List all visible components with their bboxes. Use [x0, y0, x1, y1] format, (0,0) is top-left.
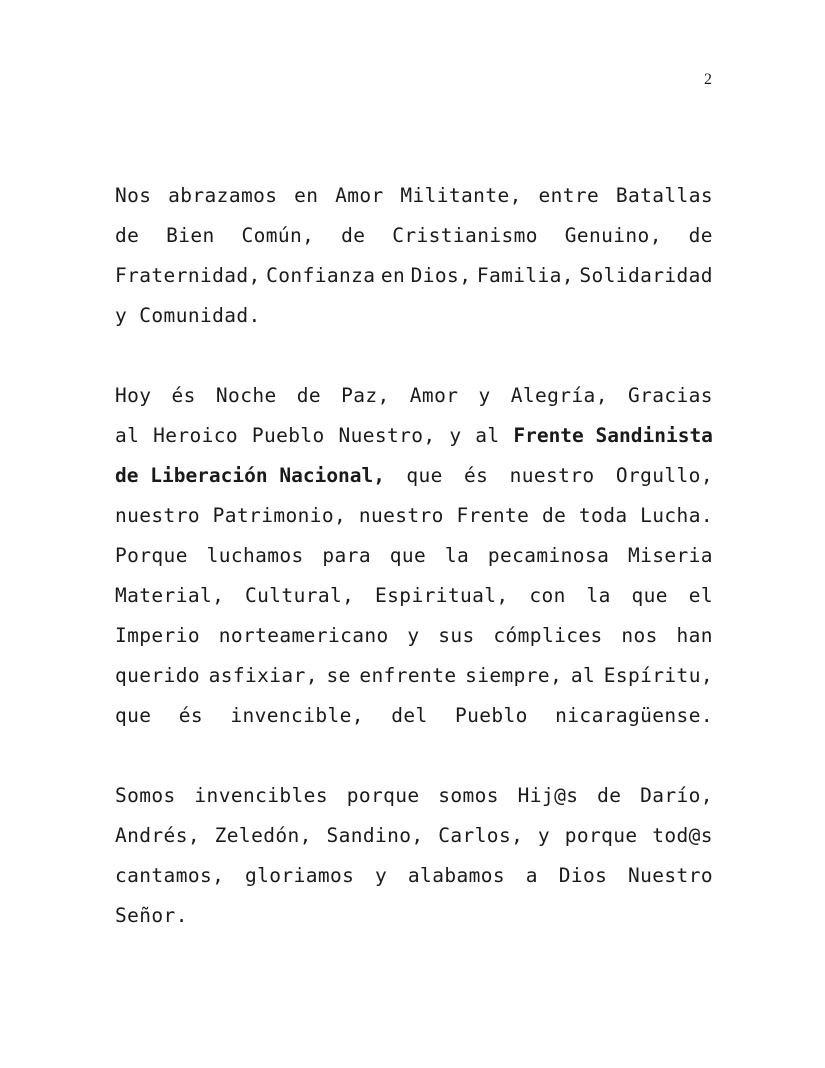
word: Paz, — [341, 384, 390, 407]
word: Pueblo — [454, 704, 528, 727]
word: Alegría, — [510, 384, 608, 407]
word: Nuestro — [628, 864, 713, 887]
word: al — [475, 424, 500, 447]
word: que — [631, 584, 668, 607]
word: han — [676, 624, 713, 647]
word: Material, — [115, 584, 225, 607]
word: Hoy — [115, 384, 152, 407]
word: Espiritual, — [375, 584, 509, 607]
word: Genuino, — [564, 224, 662, 247]
word: Común, — [241, 224, 315, 247]
word: del — [391, 704, 428, 727]
word: y — [407, 624, 420, 647]
word: tod@s — [652, 824, 713, 847]
document-body — [115, 176, 713, 976]
word: Señor. — [115, 904, 188, 927]
word: la — [586, 584, 611, 607]
word: Zeledón, — [214, 824, 312, 847]
word: Nos — [115, 184, 152, 207]
word: al — [115, 424, 140, 447]
text-line — [115, 256, 713, 296]
word: norteamericano — [218, 624, 389, 647]
bold-phrase: de Liberación Nacional, — [115, 464, 386, 487]
bold-phrase: Frente Sandinista — [513, 424, 713, 447]
word: Carlos, — [438, 824, 524, 847]
word: porque — [346, 784, 420, 807]
text-line — [115, 296, 713, 336]
word: nicaragüense. — [555, 704, 713, 727]
text-line — [115, 536, 713, 576]
word: Cristianismo — [392, 224, 538, 247]
paragraph — [115, 176, 713, 336]
word: és — [178, 704, 204, 727]
word: nos — [621, 624, 658, 647]
word: Dios — [558, 864, 608, 887]
word: de — [541, 504, 567, 527]
word: és — [171, 384, 196, 407]
word: y — [537, 824, 551, 847]
word: nuestro — [509, 464, 595, 487]
word: cómplices — [493, 624, 603, 647]
text-line — [115, 776, 713, 816]
word: abrazamos — [168, 184, 278, 207]
word: Miseria — [627, 544, 713, 567]
word: querido — [115, 664, 200, 687]
text-line — [115, 616, 713, 656]
word: toda — [578, 504, 628, 527]
word: Batallas — [615, 184, 713, 207]
word: cantamos, — [115, 864, 225, 887]
word: Porque — [115, 544, 188, 567]
word: de — [597, 784, 622, 807]
word: luchamos — [206, 544, 304, 567]
word: Fraternidad, — [115, 264, 261, 287]
word: Noche — [215, 384, 277, 407]
word: y — [375, 864, 388, 887]
text-line — [115, 456, 713, 496]
word: enfrente — [359, 664, 457, 687]
word: és — [464, 464, 489, 487]
word: de — [341, 224, 366, 247]
text-line — [115, 896, 713, 936]
word: el — [688, 584, 713, 607]
word: que — [406, 464, 443, 487]
page-number: 2 — [704, 71, 712, 88]
word: de — [688, 224, 713, 247]
word: Lucha. — [640, 504, 713, 527]
word: Nuestro, — [338, 424, 436, 447]
word: invencibles — [194, 784, 328, 807]
word: en — [380, 264, 406, 287]
word: Amor — [409, 384, 459, 407]
text-line — [115, 656, 713, 696]
word: Solidaridad — [579, 264, 713, 287]
word: Orgullo, — [615, 464, 713, 487]
word: Comunidad. — [139, 304, 261, 327]
text-line — [115, 576, 713, 616]
word: Pueblo — [251, 424, 325, 447]
word: Amor — [335, 184, 384, 207]
word: la — [444, 544, 470, 567]
text-line — [115, 216, 713, 256]
word: Somos — [115, 784, 176, 807]
text-line — [115, 696, 713, 736]
word: Andrés, — [115, 824, 200, 847]
word: y — [115, 304, 128, 327]
word: sus — [438, 624, 475, 647]
text-line — [115, 376, 713, 416]
word: Sandino, — [326, 824, 424, 847]
word: gloriamos — [245, 864, 355, 887]
word: entre — [538, 184, 600, 207]
word: que — [115, 704, 152, 727]
word: Cultural, — [245, 584, 355, 607]
word: que — [389, 544, 427, 567]
word: Heroico — [153, 424, 239, 447]
text-line — [115, 856, 713, 896]
text-line — [115, 416, 713, 456]
word: de — [115, 224, 140, 247]
word: a — [525, 864, 538, 887]
paragraph — [115, 776, 713, 936]
word: Gracias — [627, 384, 713, 407]
text-line — [115, 816, 713, 856]
word: Dios, — [410, 264, 472, 287]
word: nuestro — [115, 504, 200, 527]
word: invencible, — [230, 704, 364, 727]
word: siempre, — [465, 664, 563, 687]
text-line — [115, 496, 713, 536]
word: somos — [438, 784, 499, 807]
word: pecaminosa — [487, 544, 610, 567]
word: Familia, — [476, 264, 574, 287]
word: nuestro — [358, 504, 444, 527]
word: Militante, — [400, 184, 522, 207]
word: Hij@s — [517, 784, 579, 807]
word: Patrimonio, — [212, 504, 347, 527]
word: al — [570, 664, 596, 687]
word: porque — [564, 824, 638, 847]
word: de — [296, 384, 322, 407]
word: Darío, — [640, 784, 713, 807]
word: para — [322, 544, 371, 567]
word: con — [529, 584, 566, 607]
word: se — [326, 664, 351, 687]
word: y — [478, 384, 491, 407]
paragraph — [115, 376, 713, 736]
word: asfixiar, — [208, 664, 318, 687]
word: Espíritu, — [603, 664, 713, 687]
word: alabamos — [407, 864, 506, 887]
word: Imperio — [115, 624, 200, 647]
word: Confianza — [266, 264, 376, 287]
word: y — [449, 424, 462, 447]
word: en — [294, 184, 319, 207]
word: Frente — [456, 504, 530, 527]
text-line — [115, 176, 713, 216]
word: Bien — [166, 224, 215, 247]
